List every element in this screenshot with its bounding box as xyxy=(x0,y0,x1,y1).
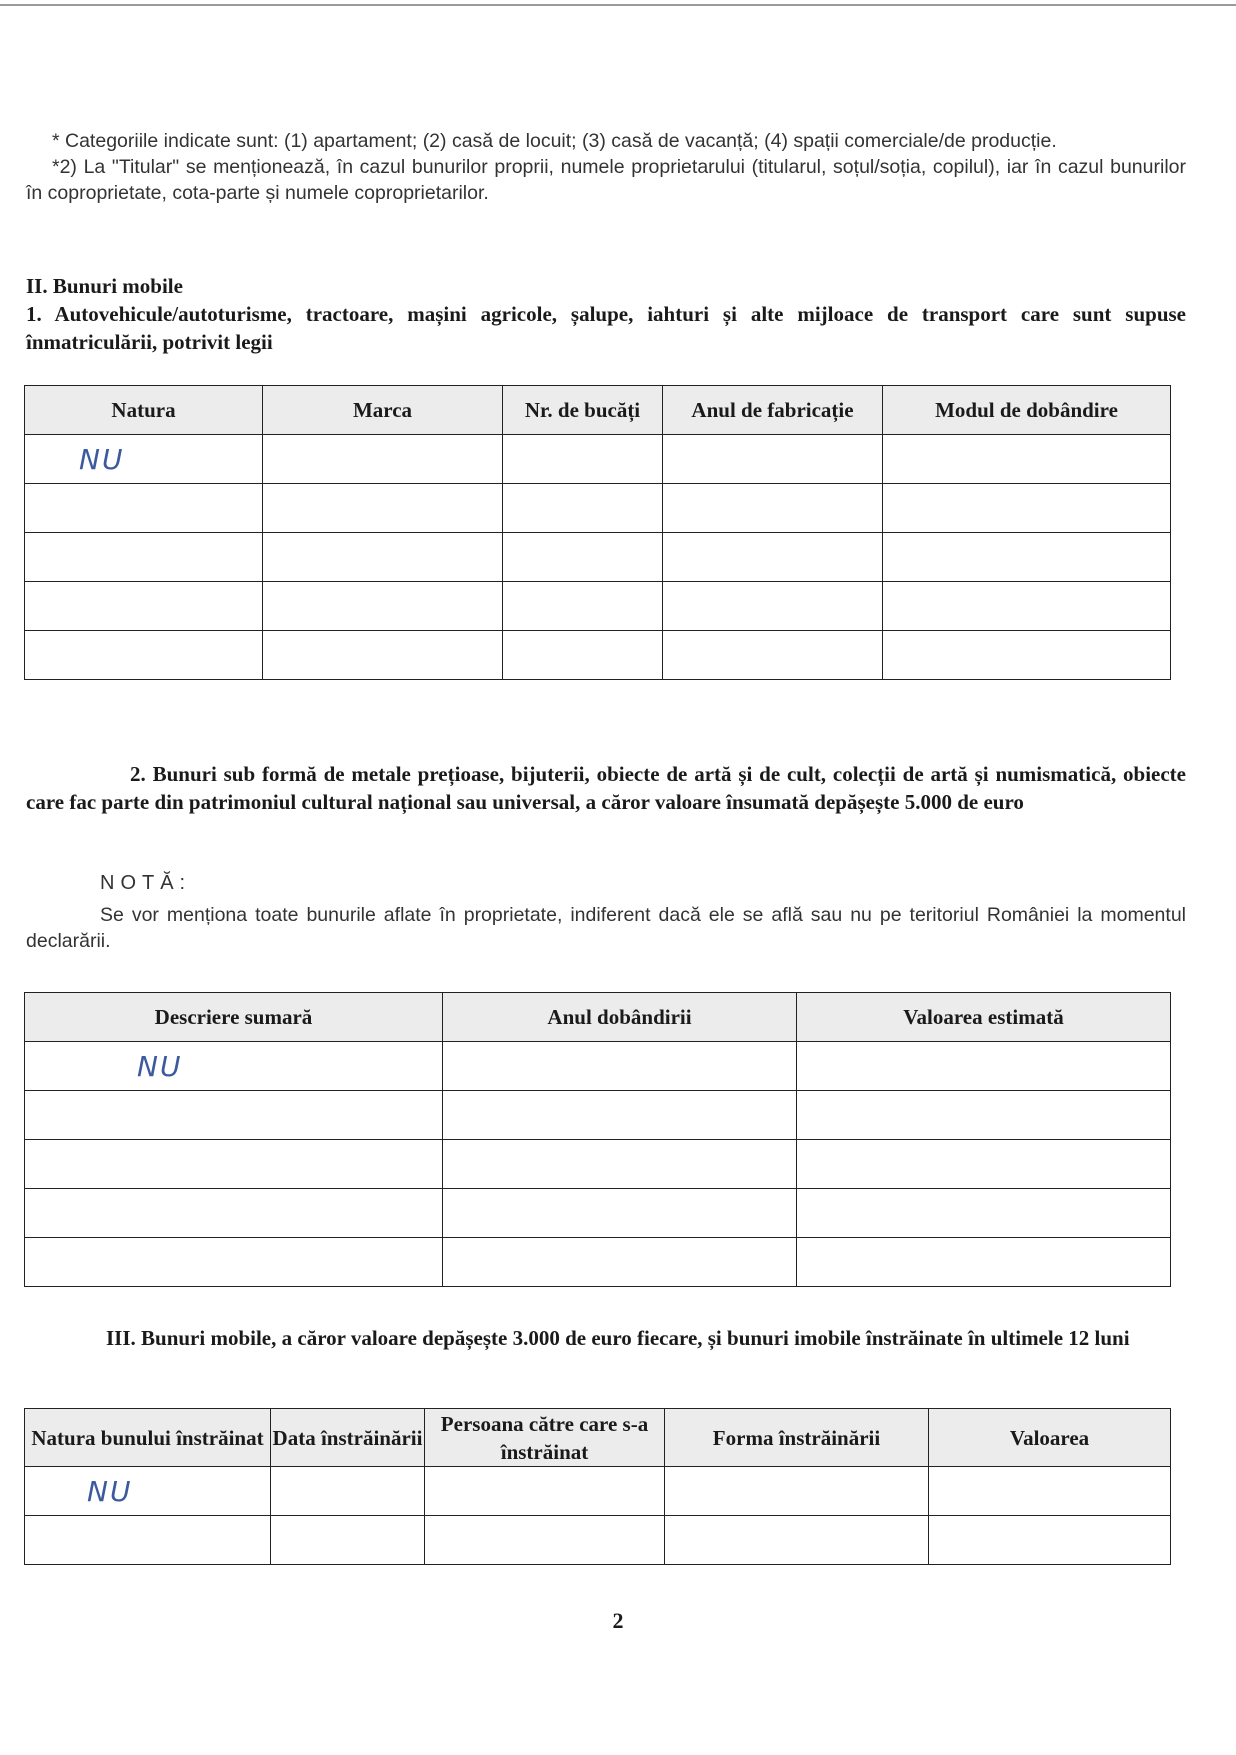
section-title-alienated-assets: III. Bunuri mobile, a căror valoare depășește 3.000 de euro fiecare, și bunuri imobile înstrăinate în ultimele 12 luni xyxy=(106,1326,1130,1350)
table-cell xyxy=(443,1189,797,1238)
section-title-movable-assets: II. Bunuri mobile xyxy=(26,274,183,298)
page-number: 2 xyxy=(612,1608,624,1633)
table-cell xyxy=(797,1091,1171,1140)
table-row xyxy=(25,631,1171,680)
nota-text: Se vor menționa toate bunurile aflate în proprietate, indiferent dacă ele se află sau nu pe teritoriul României la momentul declarării. xyxy=(26,904,1186,952)
col-header-nr-bucati: Nr. de bucăți xyxy=(503,386,663,435)
table-cell xyxy=(797,1140,1171,1189)
table-cell xyxy=(663,582,883,631)
table-cell xyxy=(883,435,1171,484)
handwritten-nu: NU xyxy=(25,435,263,484)
table-cell xyxy=(797,1189,1171,1238)
table-cell xyxy=(263,631,503,680)
table-cell xyxy=(663,631,883,680)
table-cell xyxy=(663,533,883,582)
table-cell xyxy=(263,533,503,582)
table-row xyxy=(25,1189,1171,1238)
subsection-valuables-title: 2. Bunuri sub formă de metale prețioase, bijuterii, obiecte de artă și de cult, colecții de artă și numismatică, obiecte care fac parte din patrimoniul cultural național sau universal, a căror valoare însumată depășește 5.000 de euro xyxy=(26,762,1186,814)
table-cell xyxy=(25,1091,443,1140)
subsection-vehicles-title: 1. Autovehicule/autoturisme, tractoare, mașini agricole, șalupe, iahturi și alte mijloace de transport care sunt supuse înmatriculării, potrivit legii xyxy=(26,302,1186,354)
table-cell xyxy=(503,435,663,484)
table-row xyxy=(25,582,1171,631)
table-cell xyxy=(263,484,503,533)
table-row xyxy=(25,533,1171,582)
table-cell xyxy=(443,1091,797,1140)
table-cell xyxy=(797,1238,1171,1287)
table-row xyxy=(25,1238,1171,1287)
table-cell xyxy=(503,582,663,631)
col-header-modul-dobandire: Modul de dobândire xyxy=(883,386,1171,435)
table-header-row xyxy=(25,386,1171,435)
table-row xyxy=(25,1140,1171,1189)
col-header-natura-bunului: Natura bunului înstrăinat xyxy=(25,1409,271,1467)
col-header-valoarea-estimata: Valoarea estimată xyxy=(797,993,1171,1042)
handwritten-nu: NU xyxy=(25,1042,443,1091)
table-cell xyxy=(263,435,503,484)
table-cell xyxy=(271,1516,425,1565)
table-cell xyxy=(663,484,883,533)
table-cell xyxy=(883,631,1171,680)
table-row xyxy=(25,435,1171,484)
col-header-marca: Marca xyxy=(263,386,503,435)
table-cell xyxy=(425,1516,665,1565)
table-cell xyxy=(425,1467,665,1516)
table-row xyxy=(25,1091,1171,1140)
table-cell xyxy=(271,1467,425,1516)
table-cell xyxy=(25,1238,443,1287)
table-cell xyxy=(25,582,263,631)
table-cell xyxy=(797,1042,1171,1091)
table-cell xyxy=(25,631,263,680)
table-cell xyxy=(883,533,1171,582)
table-cell xyxy=(883,582,1171,631)
col-header-persoana: Persoana către care s-a înstrăinat xyxy=(425,1409,665,1467)
valuables-table xyxy=(24,992,1171,1287)
table-cell xyxy=(443,1238,797,1287)
table-row xyxy=(25,1467,1171,1516)
footnotes xyxy=(26,128,1186,206)
col-header-anul-dobandirii: Anul dobândirii xyxy=(443,993,797,1042)
table-cell xyxy=(25,484,263,533)
table-cell xyxy=(503,533,663,582)
alienated-assets-table xyxy=(24,1408,1171,1565)
table-cell xyxy=(503,484,663,533)
table-row xyxy=(25,1042,1171,1091)
table-cell xyxy=(443,1042,797,1091)
footnote-categories: * Categoriile indicate sunt: (1) apartament; (2) casă de locuit; (3) casă de vacanță; (4) spații comerciale/de producție. xyxy=(52,130,1057,152)
table-cell xyxy=(25,1189,443,1238)
table-cell xyxy=(263,582,503,631)
table-header-row xyxy=(25,1409,1171,1467)
top-border-line xyxy=(0,4,1236,6)
table-cell xyxy=(665,1467,929,1516)
footnote-titular: *2) La "Titular" se menționează, în cazul bunurilor proprii, numele proprietarului (titularul, soțul/soția, copilul), iar în cazul bunurilor în coproprietate, cota-parte și numele coproprietarilor. xyxy=(26,156,1186,204)
table-header-row xyxy=(25,993,1171,1042)
table-cell xyxy=(929,1467,1171,1516)
table-cell xyxy=(443,1140,797,1189)
table-cell xyxy=(503,631,663,680)
table-cell xyxy=(25,533,263,582)
table-cell xyxy=(25,1516,271,1565)
nota-title: NOTĂ: xyxy=(100,872,192,894)
table-cell xyxy=(929,1516,1171,1565)
col-header-data-instrainarii: Data înstrăinării xyxy=(271,1409,425,1467)
table-cell xyxy=(883,484,1171,533)
col-header-forma-instrainarii: Forma înstrăinării xyxy=(665,1409,929,1467)
table-row xyxy=(25,484,1171,533)
col-header-valoarea: Valoarea xyxy=(929,1409,1171,1467)
table-cell xyxy=(663,435,883,484)
handwritten-nu: NU xyxy=(25,1467,271,1516)
col-header-natura: Natura xyxy=(25,386,263,435)
col-header-anul-fabricatie: Anul de fabricație xyxy=(663,386,883,435)
table-row xyxy=(25,1516,1171,1565)
vehicles-table xyxy=(24,385,1171,680)
table-cell xyxy=(25,1140,443,1189)
col-header-descriere: Descriere sumară xyxy=(25,993,443,1042)
table-cell xyxy=(665,1516,929,1565)
